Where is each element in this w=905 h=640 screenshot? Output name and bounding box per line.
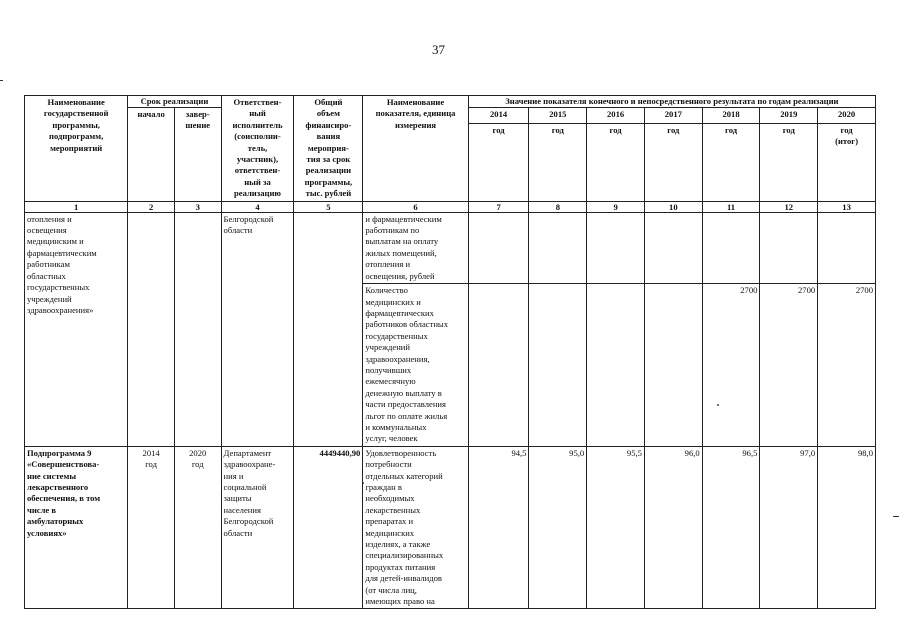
header-year: 2014 [468, 108, 529, 124]
header-year: 2017 [644, 108, 702, 124]
header-year: 2020 [818, 108, 876, 124]
value-cell: 96,0 [644, 446, 702, 609]
results-table [24, 95, 876, 609]
value-cell: 95,0 [529, 446, 587, 609]
end-cell [174, 212, 221, 446]
indicator-cell: и фармацевтическим работникам по выплатам на оплату жилых помещений, отопления и освещения, рублей [363, 212, 468, 283]
header-year: 2019 [760, 108, 818, 124]
header-values-by-year: Значение показателя конечного и непосредственного результата по годам реализации [468, 96, 875, 108]
value-cell [529, 212, 587, 283]
funding-cell: 4449440,90 [294, 446, 363, 609]
column-number: 6 [363, 201, 468, 212]
header-year-unit: год [468, 123, 529, 201]
value-cell [702, 212, 760, 283]
header-start: начало [128, 108, 175, 202]
column-number: 10 [644, 201, 702, 212]
header-year-unit: год [702, 123, 760, 201]
indicator-cell: Количество медицинских и фармацевтических работников областных государственных учреждений здравоохранения, получивших ежемесячную денежную выплату в части предоставления льгот по оплате жилья и коммунальных услуг, человек [363, 284, 468, 447]
scan-mark-right [893, 516, 899, 517]
start-cell [128, 212, 175, 446]
value-cell: 2700 [760, 284, 818, 447]
value-cell: 2700 [702, 284, 760, 447]
header-year-unit: год [760, 123, 818, 201]
header-indicator: Наименование показателя, единица измерения [363, 96, 468, 202]
header-funding: Общий объем финансиро- вания мероприя- тия за срок реализации программы, тыс. рублей [294, 96, 363, 202]
column-number: 3 [174, 201, 221, 212]
header-year: 2018 [702, 108, 760, 124]
header-year: 2016 [587, 108, 645, 124]
value-cell [468, 284, 529, 447]
value-cell: 98,0 [818, 446, 876, 609]
executor-cell: Департамент здравоохране- ния и социальной защиты населения Белгородской области [221, 446, 294, 609]
end-cell: 2020 год [174, 446, 221, 609]
value-cell: 94,5 [468, 446, 529, 609]
column-number: 2 [128, 201, 175, 212]
column-number: 1 [25, 201, 128, 212]
start-cell: 2014 год [128, 446, 175, 609]
header-end: завер- шение [174, 108, 221, 202]
header-year: 2015 [529, 108, 587, 124]
value-cell [818, 212, 876, 283]
column-number: 13 [818, 201, 876, 212]
indicator-cell: Удовлетворенность потребности отдельных категорий граждан в необходимых лекарственных препаратах и медицинских изделиях, а также специализированных продуктах питания для детей-инвалидов (от числа лиц, имеющих право на [363, 446, 468, 609]
column-number: 9 [587, 201, 645, 212]
column-number: 7 [468, 201, 529, 212]
page-number: 37 [432, 42, 445, 57]
funding-cell [294, 212, 363, 446]
header-year-unit: год [529, 123, 587, 201]
value-cell: 97,0 [760, 446, 818, 609]
scan-mark-left [0, 80, 3, 81]
value-cell [468, 212, 529, 283]
executor-cell: Белгородской области [221, 212, 294, 446]
column-number: 12 [760, 201, 818, 212]
value-cell: 95,5 [587, 446, 645, 609]
value-cell [529, 284, 587, 447]
column-number: 4 [221, 201, 294, 212]
header-period: Срок реализации [128, 96, 221, 108]
header-executor: Ответствен- ный исполнитель (соисполни- тель, участник), ответствен- ный за реализацию [221, 96, 294, 202]
column-number: 5 [294, 201, 363, 212]
value-cell: 2700 [818, 284, 876, 447]
value-cell [760, 212, 818, 283]
program-name-cell: отопления и освещения медицинским и фармацевтическим работникам областных государственных учреждений здравоохранения» [25, 212, 128, 446]
header-year-unit: год (итог) [818, 123, 876, 201]
value-cell [587, 284, 645, 447]
value-cell [587, 212, 645, 283]
value-cell: 96,5 [702, 446, 760, 609]
column-number: 8 [529, 201, 587, 212]
value-cell [644, 212, 702, 283]
subprogram-name-cell: Подпрограмма 9 «Совершенствова- ние системы лекарственного обеспечения, в том числе в амбулаторных условиях» [25, 446, 128, 609]
column-number: 11 [702, 201, 760, 212]
header-program-name: Наименование государственной программы, подпрограмм, мероприятий [25, 96, 128, 202]
header-year-unit: год [587, 123, 645, 201]
value-cell [644, 284, 702, 447]
header-year-unit: год [644, 123, 702, 201]
